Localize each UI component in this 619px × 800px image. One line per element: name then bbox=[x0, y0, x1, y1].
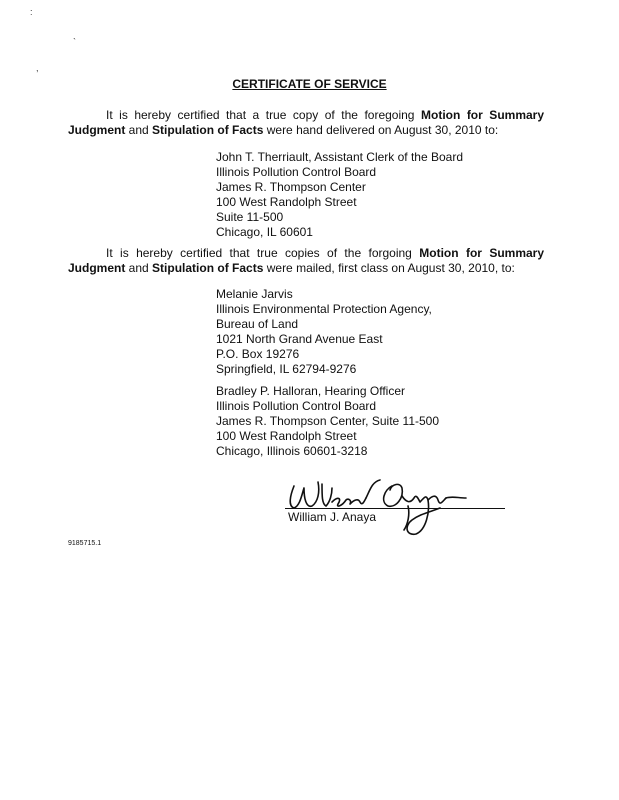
signer-name: William J. Anaya bbox=[288, 510, 377, 524]
address-line: Illinois Pollution Control Board bbox=[216, 399, 377, 413]
address-line: Illinois Pollution Control Board bbox=[216, 165, 377, 179]
mailing-paragraph: It is hereby certified that true copies of the forgoing Motion for Summary Judgment and Stipulation of Facts were mailed, first class on August 30, 2010, to: bbox=[68, 246, 545, 275]
address-line: Chicago, IL 60601 bbox=[216, 225, 313, 239]
recipient-address-block bbox=[216, 384, 439, 459]
address-line: Springfield, IL 62794-9276 bbox=[216, 362, 357, 376]
handwritten-signature bbox=[280, 472, 470, 542]
address-line: Melanie Jarvis bbox=[216, 287, 293, 301]
scan-speck: ` bbox=[73, 37, 76, 47]
address-line: 100 West Randolph Street bbox=[216, 195, 357, 209]
address-line: 100 West Randolph Street bbox=[216, 429, 357, 443]
address-line: Chicago, Illinois 60601-3218 bbox=[216, 444, 368, 458]
address-line: Suite 11-500 bbox=[216, 210, 284, 224]
address-line: Illinois Environmental Protection Agency, bbox=[216, 302, 432, 316]
address-line: Bradley P. Halloran, Hearing Officer bbox=[216, 384, 405, 398]
address-line: Bureau of Land bbox=[216, 317, 299, 331]
signature-line bbox=[285, 508, 505, 509]
address-line: James R. Thompson Center bbox=[216, 180, 366, 194]
document-number: 9185715.1 bbox=[68, 540, 102, 547]
address-line: James R. Thompson Center, Suite 11-500 bbox=[216, 414, 440, 428]
scan-speck: , bbox=[36, 63, 39, 73]
delivery-paragraph: It is hereby certified that a true copy of the foregoing Motion for Summary Judgment and Stipulation of Facts were hand delivered on August 30, 2010 to: bbox=[68, 108, 545, 137]
scan-speck: : bbox=[30, 7, 33, 17]
address-line: John T. Therriault, Assistant Clerk of the Board bbox=[216, 150, 464, 164]
page-title: CERTIFICATE OF SERVICE bbox=[232, 77, 387, 91]
recipient-address-block bbox=[216, 287, 432, 377]
recipient-address-block bbox=[216, 150, 463, 240]
address-line: 1021 North Grand Avenue East bbox=[216, 332, 383, 346]
address-line: P.O. Box 19276 bbox=[216, 347, 300, 361]
